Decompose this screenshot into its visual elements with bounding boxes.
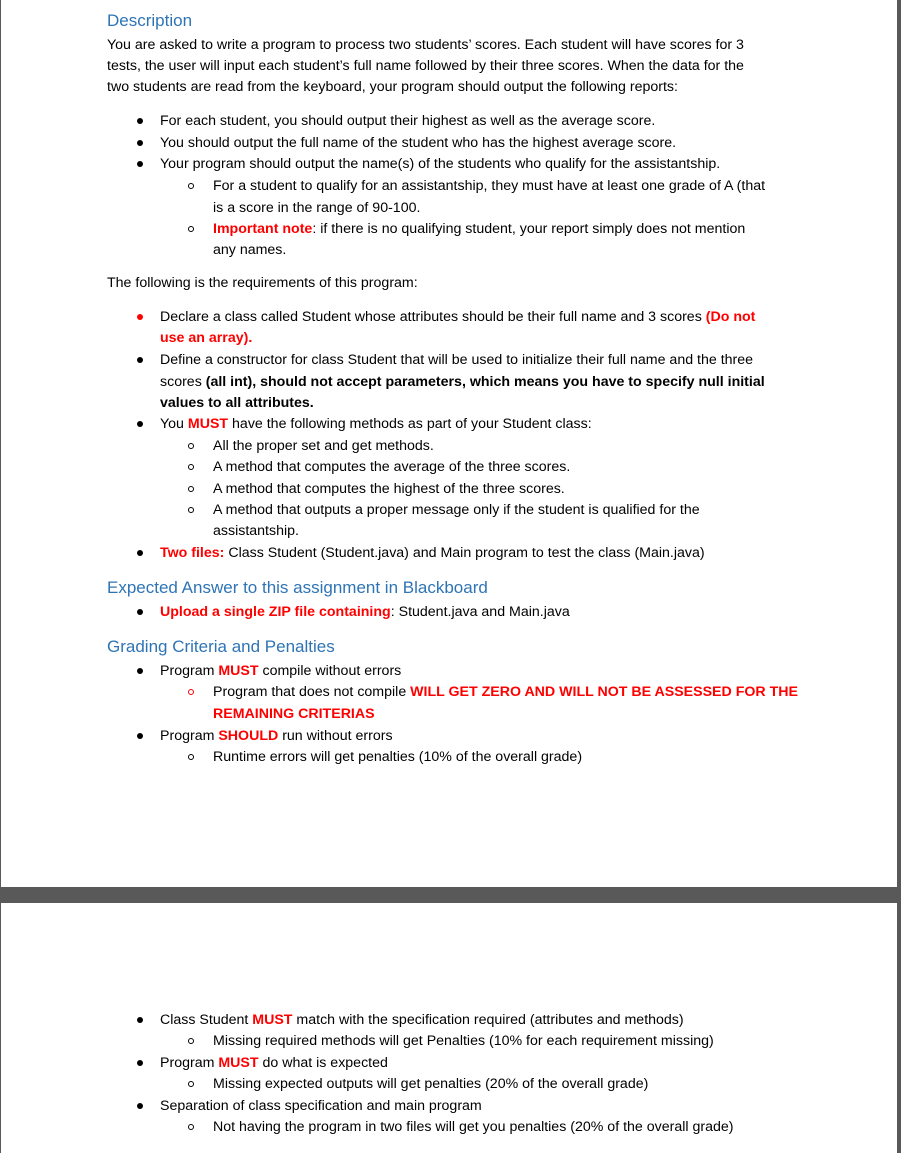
bullet-icon — [137, 668, 143, 674]
document-page-2 — [1, 903, 897, 1153]
g1-text: Program — [160, 663, 219, 679]
sub-bullet-icon — [188, 1081, 194, 1087]
method-item-cont: assistantship. — [213, 523, 299, 539]
bullet-icon — [137, 161, 143, 167]
bullet-icon — [137, 421, 143, 427]
expected-text: : Student.java and Main.java — [390, 604, 570, 620]
bullet-icon — [137, 1060, 143, 1066]
bullet-icon — [137, 357, 143, 363]
sub-bullet-icon — [188, 754, 194, 760]
g4-text-b: do what is expected — [258, 1055, 388, 1071]
description-para-line: two students are read from the keyboard, your program should output the following reports: — [107, 79, 678, 95]
grading-sub: Missing required methods will get Penalties (10% for each requirement missing) — [213, 1033, 714, 1049]
g3-text: Class Student — [160, 1012, 253, 1028]
report-item: You should output the full name of the student who has the highest average score. — [160, 135, 677, 151]
important-note — [213, 220, 745, 238]
method-item: All the proper set and get methods. — [213, 438, 434, 454]
qualify-rule-line: is a score in the range of 90-100. — [213, 200, 421, 216]
qualify-rule-line: For a student to qualify for an assistantship, they must have at least one grade of A (that — [213, 178, 766, 194]
bullet-icon — [137, 609, 143, 615]
sub-bullet-icon — [188, 486, 194, 492]
sub-bullet-icon — [188, 443, 194, 449]
bullet-icon — [137, 118, 143, 124]
sub-bullet-icon — [188, 183, 194, 189]
description-para-line: You are asked to write a program to process two students’ scores. Each student will have scores for 3 — [107, 37, 744, 53]
method-item: A method that computes the highest of the three scores. — [213, 481, 565, 497]
sub-bullet-icon — [188, 226, 194, 232]
req2-text: scores — [160, 374, 206, 390]
g1-must: MUST — [218, 663, 259, 679]
sub-bullet-icon — [188, 507, 194, 513]
g1-sub-text: Program that does not compile — [213, 684, 411, 700]
grading-sub — [213, 683, 798, 701]
requirement-4 — [160, 544, 705, 562]
g2-text: Program — [160, 728, 219, 744]
g3-must: MUST — [252, 1012, 293, 1028]
grading-sub: Missing expected outputs will get penalties (20% of the overall grade) — [213, 1076, 649, 1092]
requirement-2-cont — [160, 373, 765, 391]
req3-must: MUST — [187, 416, 229, 432]
grading-item — [160, 727, 393, 745]
bullet-icon — [137, 314, 143, 320]
sub-bullet-icon — [188, 464, 194, 470]
requirement-2-cont2: values to all attributes. — [160, 395, 314, 411]
sub-bullet-icon — [188, 689, 194, 695]
g4-must: MUST — [218, 1055, 259, 1071]
bullet-icon — [137, 550, 143, 556]
expected-heading: Expected Answer to this assignment in Blackboard — [107, 578, 488, 597]
g1-sub-red: WILL GET ZERO AND WILL NOT BE ASSESSED FOR THE — [410, 684, 798, 700]
requirements-intro: The following is the requirements of this program: — [107, 275, 418, 291]
sub-bullet-icon — [188, 1038, 194, 1044]
important-note-cont: any names. — [213, 242, 287, 258]
method-item: A method that computes the average of the three scores. — [213, 459, 571, 475]
expected-red: Upload a single ZIP file containing — [160, 604, 391, 620]
grading-sub: Runtime errors will get penalties (10% of the overall grade) — [213, 749, 583, 765]
bullet-icon — [137, 140, 143, 146]
g2-text-b: run without errors — [278, 728, 393, 744]
grading-item — [160, 1011, 684, 1029]
report-item: For each student, you should output their highest as well as the average score. — [160, 113, 656, 129]
grading-heading: Grading Criteria and Penalties — [107, 637, 335, 656]
req3-text-b: have the following methods as part of your Student class: — [228, 416, 592, 432]
g3-text-b: match with the specification required (attributes and methods) — [292, 1012, 684, 1028]
grading-sub-cont: REMAINING CRITERIAS — [213, 706, 375, 722]
report-item: Your program should output the name(s) of the students who qualify for the assistantship. — [160, 156, 721, 172]
description-para-line: tests, the user will input each student’s full name followed by their three scores. When the data for the — [107, 58, 744, 74]
requirement-1 — [160, 308, 755, 326]
bullet-icon — [137, 733, 143, 739]
grading-item — [160, 662, 401, 680]
grading-item: Separation of class specification and main program — [160, 1098, 482, 1114]
req4-text: Class Student (Student.java) and Main program to test the class (Main.java) — [224, 545, 705, 561]
method-item: A method that outputs a proper message only if the student is qualified for the — [213, 502, 700, 518]
bullet-icon — [137, 1103, 143, 1109]
document-page-1 — [1, 0, 897, 887]
requirement-1-cont: use an array). — [160, 330, 253, 346]
g2-should: SHOULD — [218, 728, 279, 744]
grading-item — [160, 1054, 388, 1072]
sub-bullet-icon — [188, 1124, 194, 1130]
requirement-2: Define a constructor for class Student that will be used to initialize their full name and the three — [160, 352, 754, 368]
grading-sub: Not having the program in two files will get you penalties (20% of the overall grade) — [213, 1119, 734, 1135]
requirement-3 — [160, 415, 592, 433]
g1-text-b: compile without errors — [258, 663, 402, 679]
bullet-icon — [137, 1017, 143, 1023]
req1-red: (Do not — [705, 309, 756, 325]
important-note-text: : if there is no qualifying student, your report simply does not mention — [312, 221, 746, 237]
expected-item — [160, 603, 570, 621]
description-heading: Description — [107, 11, 193, 30]
req3-text: You — [160, 416, 188, 432]
req1-text: Declare a class called Student whose attributes should be their full name and 3 scores — [160, 309, 706, 325]
important-note-label: Important note — [213, 221, 313, 237]
req4-red: Two files: — [160, 545, 225, 561]
g4-text: Program — [160, 1055, 219, 1071]
req2-bold: (all int), should not accept parameters, which means you have to specify null initial — [205, 374, 765, 390]
